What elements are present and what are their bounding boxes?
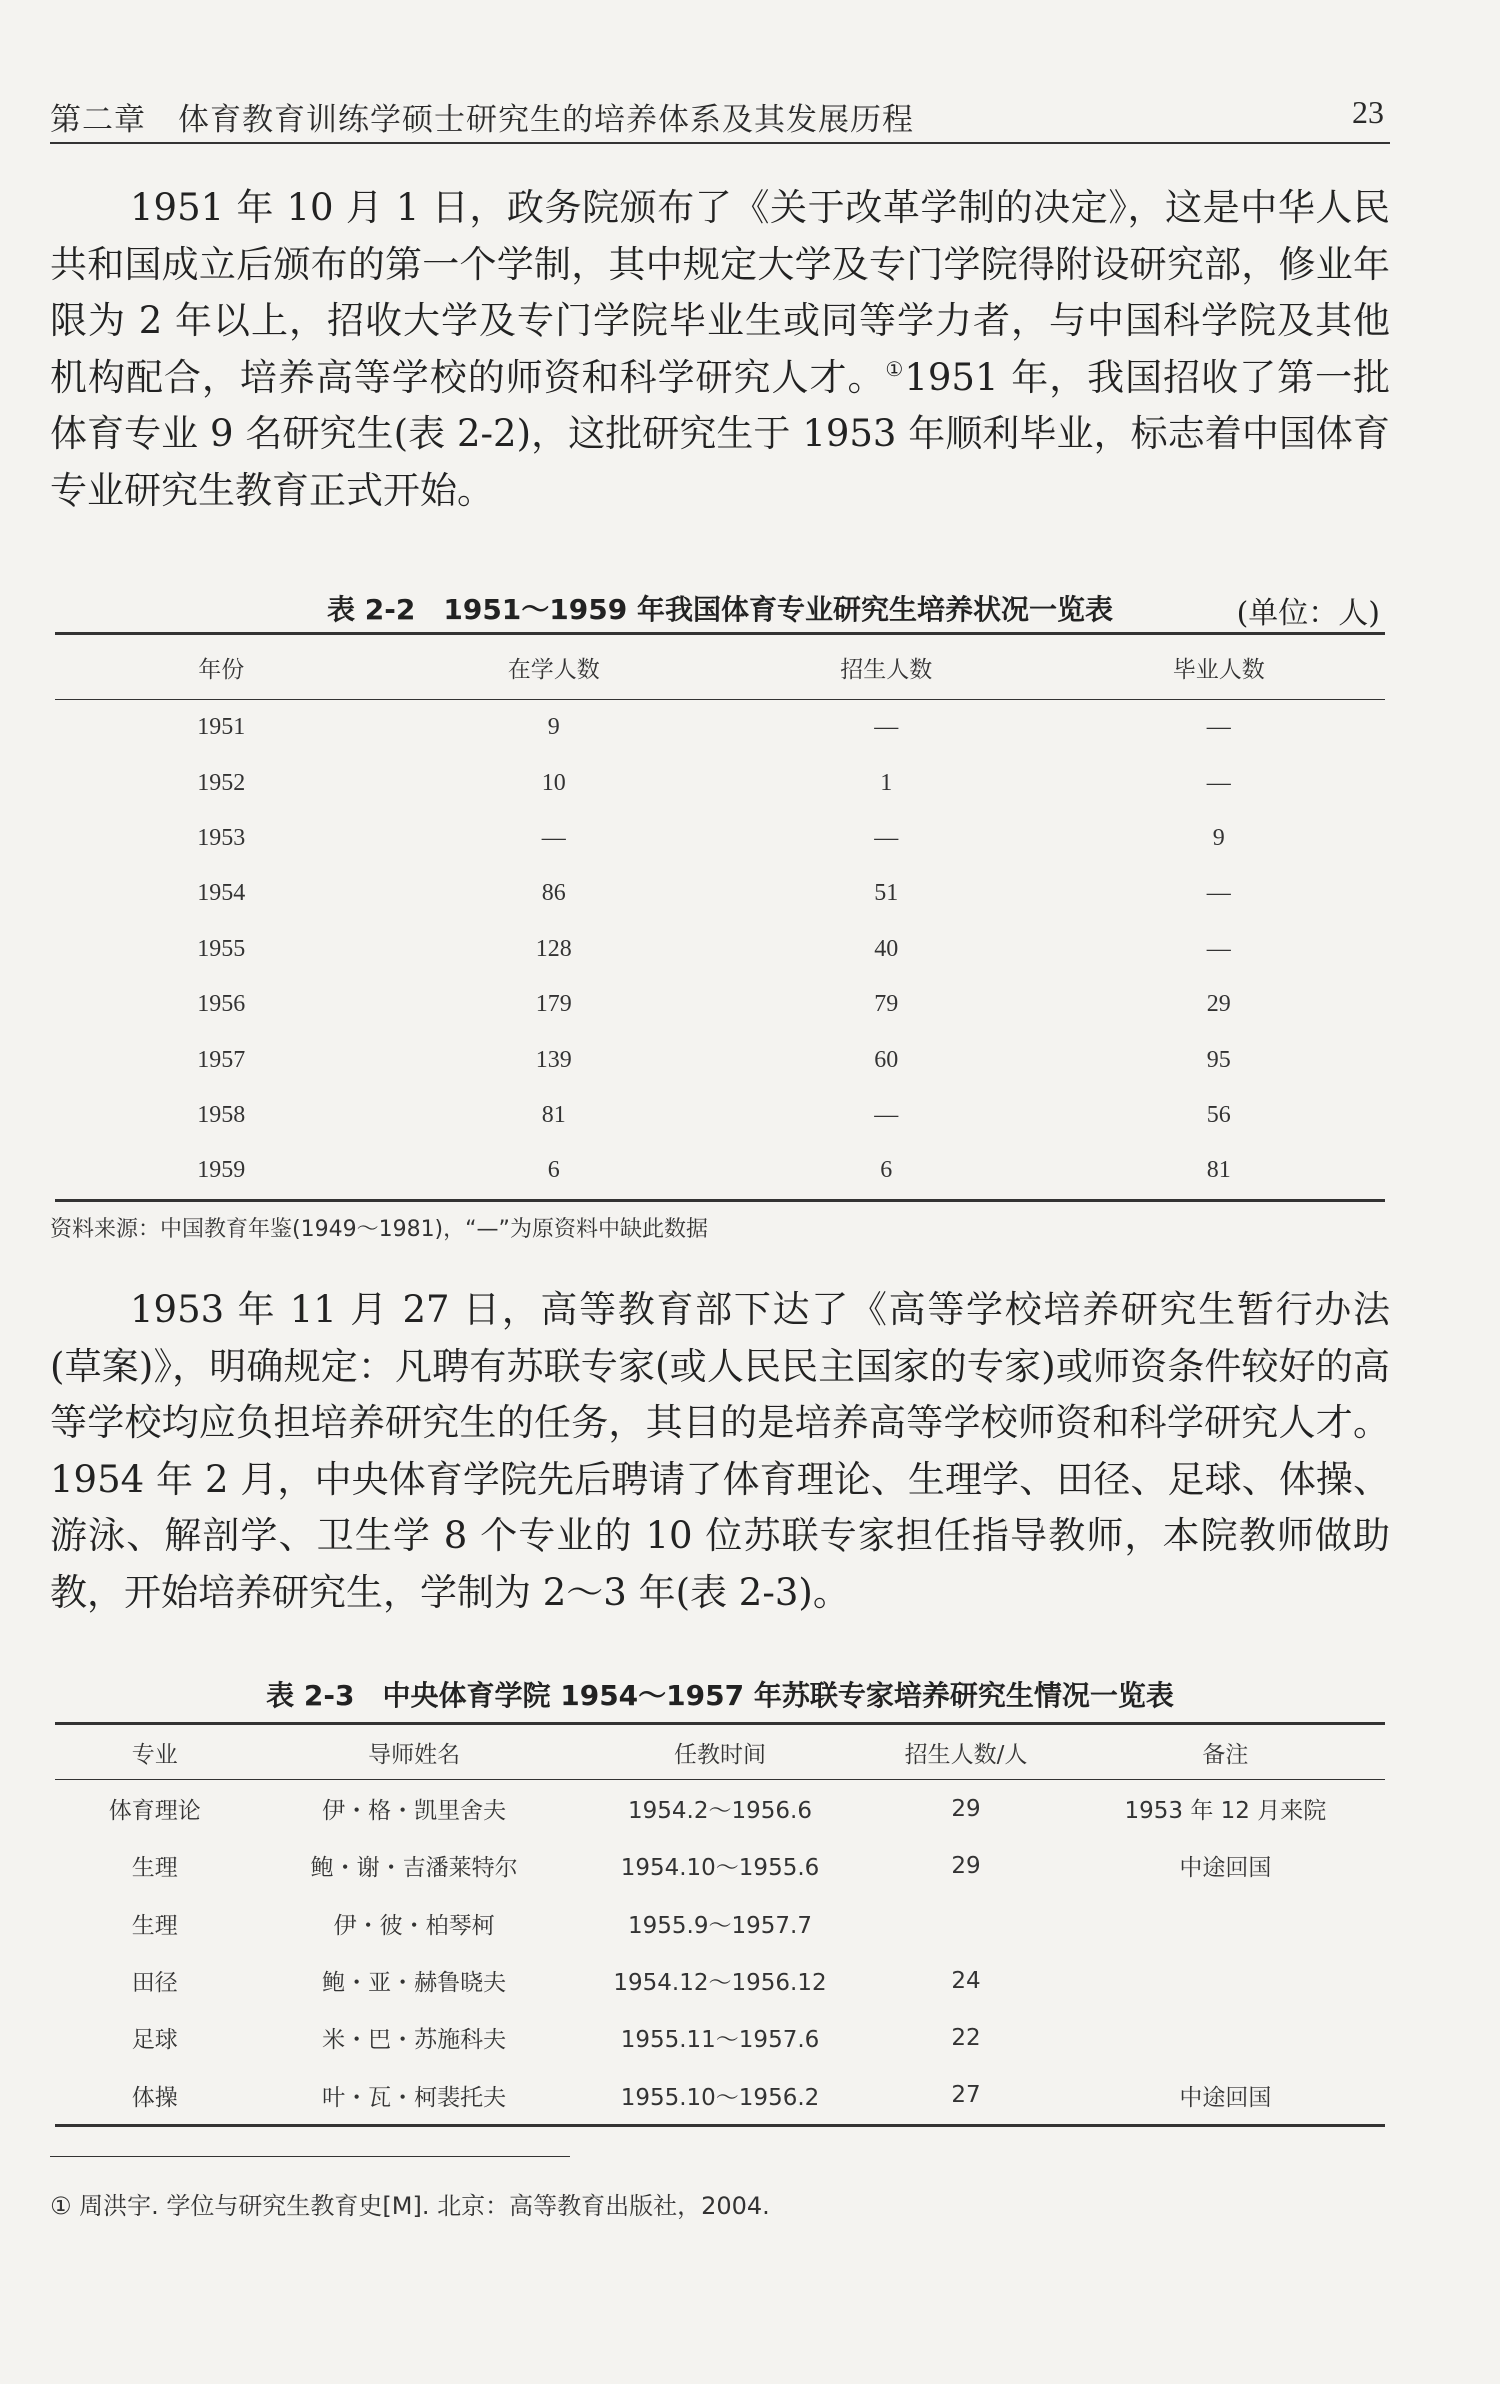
- cell: 6: [547, 1157, 560, 1184]
- cell: 叶・瓦・柯裴托夫: [322, 2084, 507, 2111]
- cell: 1954.12～1956.12: [613, 1970, 827, 1997]
- cell: 中途回国: [1179, 2084, 1272, 2111]
- cell: —: [874, 1101, 899, 1128]
- cell: 足球: [131, 2027, 178, 2054]
- cell: 29: [951, 1795, 981, 1822]
- cell: 1959: [197, 1157, 246, 1184]
- column-header: 招生人数: [840, 656, 933, 683]
- cell: —: [1206, 935, 1231, 962]
- cell: 体操: [131, 2084, 178, 2111]
- table-row: [55, 866, 1385, 921]
- paragraph-1-text-cont: 1951 年，我国招收了第一批体育专业 9 名研究生(表 2-2)，这批研究生于 1953 年顺利毕业，标志着中国体育专业研究生教育正式开始。: [50, 355, 1390, 512]
- cell: —: [1206, 769, 1231, 796]
- table-row: [55, 1032, 1385, 1087]
- cell: 40: [874, 935, 899, 962]
- cell: 田径: [131, 1970, 178, 1997]
- table-row: [55, 1088, 1385, 1143]
- running-header: [50, 90, 1390, 144]
- cell: 1953: [197, 824, 246, 851]
- table-row: [55, 755, 1385, 810]
- cell: 1955.11～1957.6: [620, 2027, 820, 2054]
- cell: 1954.2～1956.6: [628, 1798, 812, 1825]
- cell: 1958: [197, 1101, 246, 1128]
- column-header: 任教时间: [673, 1741, 766, 1768]
- cell: [1066, 1895, 1385, 1952]
- table-2-2-source-note: 资料来源：中国教育年鉴(1949～1981)，“—”为原资料中缺此数据: [50, 1217, 708, 1242]
- cell: 1: [880, 769, 893, 796]
- table-row: [55, 1952, 1385, 2009]
- table-row: [55, 977, 1385, 1032]
- cell: —: [541, 824, 566, 851]
- cell: 1953 年 12 月来院: [1124, 1798, 1327, 1825]
- table-2-2-title: 表 2-2 1951～1959 年我国体育专业研究生培养状况一览表: [327, 593, 1113, 626]
- footnote-marker[interactable]: ①: [885, 356, 905, 381]
- table-row: [55, 1143, 1385, 1200]
- page-number: 23: [1352, 94, 1384, 130]
- cell: 29: [951, 1852, 981, 1879]
- cell: 24: [951, 1967, 981, 1994]
- cell: 生理: [131, 1912, 178, 1939]
- cell: 60: [874, 1046, 899, 1073]
- cell: 79: [874, 991, 899, 1018]
- cell: 86: [541, 880, 566, 907]
- cell: 128: [535, 935, 572, 962]
- cell: [1066, 1952, 1385, 2009]
- cell: 1957: [197, 1046, 246, 1073]
- table-row: [55, 811, 1385, 866]
- table-row: [55, 2009, 1385, 2066]
- table-row: [55, 700, 1385, 756]
- cell: —: [874, 714, 899, 741]
- cell: 鲍・谢・吉潘莱特尔: [310, 1855, 518, 1882]
- cell: 9: [547, 714, 560, 741]
- cell: 1955.9～1957.7: [628, 1912, 812, 1939]
- table-header-row: [55, 1724, 1385, 1780]
- table-row: [55, 1837, 1385, 1894]
- table-row: [55, 922, 1385, 977]
- table-2-3-title: 表 2-3 中央体育学院 1954～1957 年苏联专家培养研究生情况一览表: [266, 1679, 1174, 1712]
- cell: 22: [951, 2024, 981, 2051]
- column-header: 年份: [198, 656, 245, 683]
- cell: 139: [535, 1046, 572, 1073]
- paragraph-1-text: 1951 年 10 月 1 日，政务院颁布了《关于改革学制的决定》，这是中华人民共和国成立后颁布的第一个学制，其中规定大学及专门学院得附设研究部，修业年限为 2 年以上，招收大学及专门学院毕业生或同等学力者，与中国科学院及其他机构配合，培养高等学校的师资和科学研究人才。: [50, 186, 1390, 399]
- footnote-divider: [50, 2156, 570, 2157]
- paragraph-1: [50, 180, 1390, 519]
- cell: [866, 1895, 1066, 1952]
- paragraph-2: 1953 年 11 月 27 日，高等教育部下达了《高等学校培养研究生暂行办法(草案)》，明确规定：凡聘有苏联专家(或人民民主国家的专家)或师资条件较好的高等学校均应负担培养研究生的任务，其目的是培养高等学校师资和科学研究人才。1954 年 2 月，中央体育学院先后聘请了体育理论、生理学、田径、足球、体操、游泳、解剖学、卫生学 8 个专业的 10 位苏联专家担任指导教师，本院教师做助教，开始培养研究生，学制为 2～3 年(表 2-3)。: [50, 1288, 1390, 1614]
- table-2-2: [55, 632, 1385, 1202]
- table-2-2-unit: (单位：人): [1236, 596, 1380, 631]
- cell: 伊・格・凯里舍夫: [322, 1798, 507, 1825]
- column-header: 导师姓名: [368, 1741, 461, 1768]
- cell: 鲍・亚・赫鲁晓夫: [322, 1970, 507, 1997]
- cell: 27: [951, 2082, 981, 2109]
- cell: 51: [874, 880, 899, 907]
- table-2-2-caption: [50, 588, 1390, 631]
- cell: 1954.10～1955.6: [620, 1855, 820, 1882]
- cell: 29: [1206, 991, 1231, 1018]
- cell: 体育理论: [108, 1798, 201, 1825]
- column-header: 招生人数/人: [904, 1741, 1028, 1768]
- cell: 米・巴・苏施科夫: [322, 2027, 507, 2054]
- cell: 179: [535, 991, 572, 1018]
- cell: —: [1206, 880, 1231, 907]
- cell: [1066, 2009, 1385, 2066]
- cell: 中途回国: [1179, 1855, 1272, 1882]
- table-row: [55, 2066, 1385, 2125]
- cell: —: [1206, 714, 1231, 741]
- table-header-row: [55, 634, 1385, 700]
- cell: 1955: [197, 935, 246, 962]
- table-row: [55, 1895, 1385, 1952]
- table-2-3-caption: [50, 1674, 1390, 1714]
- cell: 1956: [197, 991, 246, 1018]
- cell: —: [874, 824, 899, 851]
- cell: 1955.10～1956.2: [620, 2084, 820, 2111]
- column-header: 备注: [1202, 1741, 1249, 1768]
- cell: 9: [1212, 824, 1225, 851]
- cell: 1952: [197, 769, 246, 796]
- column-header: 毕业人数: [1172, 656, 1265, 683]
- column-header: 在学人数: [507, 656, 600, 683]
- cell: 6: [880, 1157, 893, 1184]
- cell: 81: [541, 1101, 566, 1128]
- cell: 95: [1206, 1046, 1231, 1073]
- table-2-3: [55, 1722, 1385, 2127]
- chapter-title: 第二章 体育教育训练学硕士研究生的培养体系及其发展历程: [50, 102, 914, 138]
- cell: 56: [1206, 1101, 1231, 1128]
- cell: 1951: [197, 714, 246, 741]
- cell: 生理: [131, 1855, 178, 1882]
- cell: 伊・彼・柏琴柯: [333, 1912, 495, 1939]
- cell: 81: [1206, 1157, 1231, 1184]
- column-header: 专业: [131, 1741, 178, 1768]
- cell: 10: [541, 769, 566, 796]
- cell: 1954: [197, 880, 246, 907]
- footnote: ① 周洪宇. 学位与研究生教育史[M]. 北京：高等教育出版社，2004.: [50, 2192, 770, 2220]
- table-row: [55, 1780, 1385, 1838]
